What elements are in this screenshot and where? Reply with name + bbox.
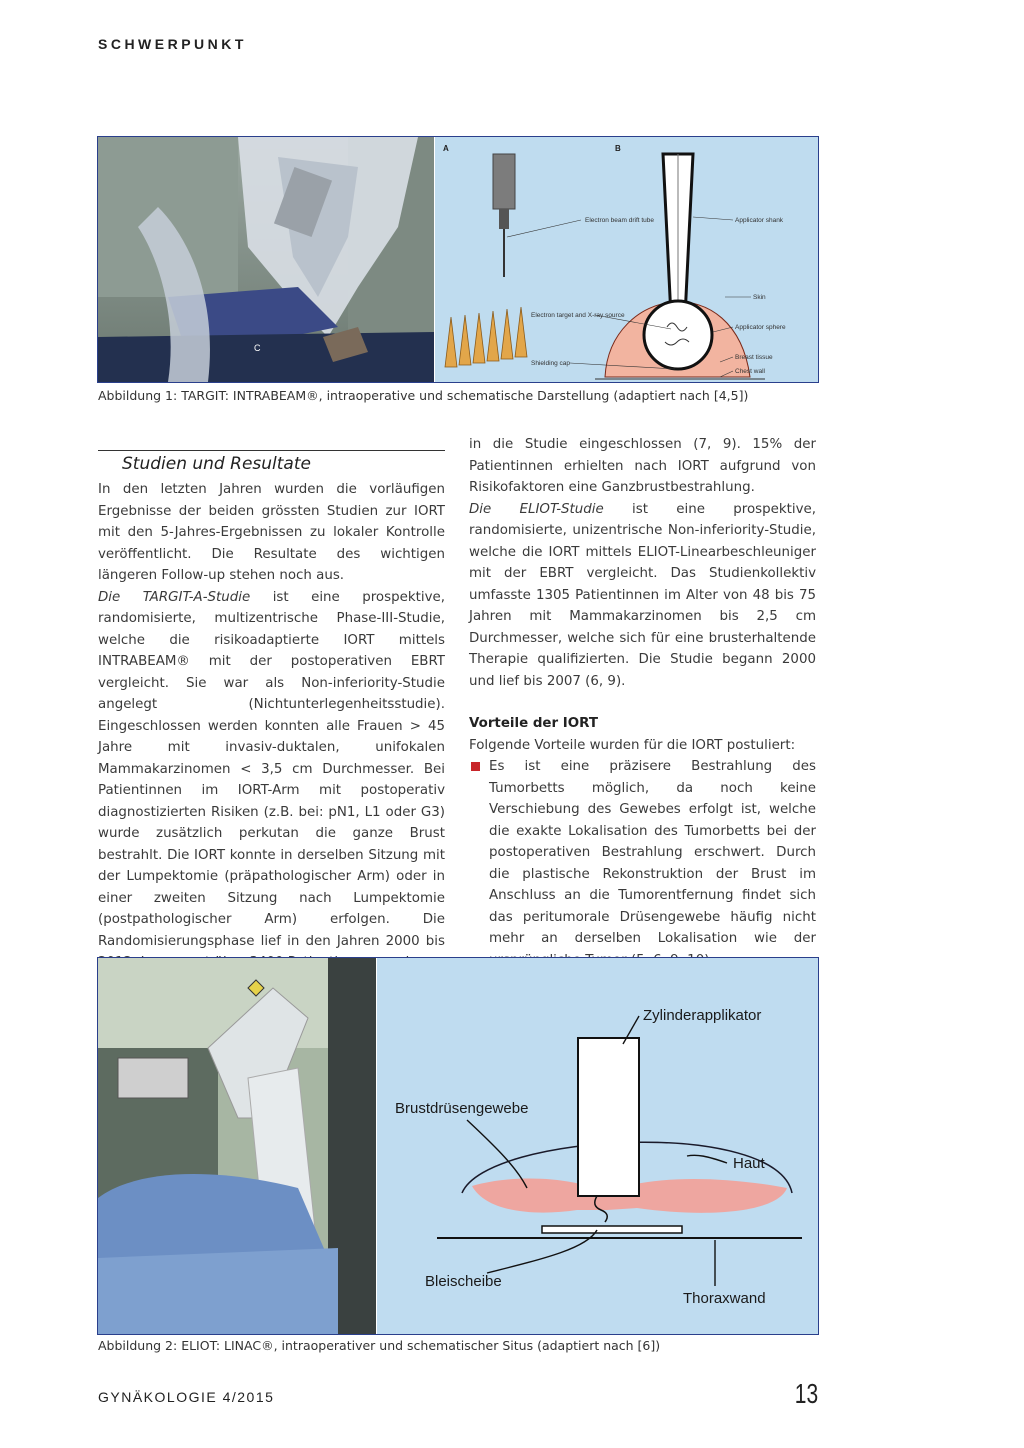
paragraph-text: ist eine prospektive, randomisierte, unizentrische Non-inferiority-Studie, welche die IORT mittels ELIOT-Linearbeschleuniger mit der EBRT vergleicht. Das Studienkollektiv umfasste 1305 Patientinnen im Alter von 48 bis 75 Jahren mit Mammakarzinomen bis 2,5 cm Durchmesser, welche sich für eine brusterhaltende Therapie qualifizierten. Die Studie begann 2000 und lief bis 2007 (6, 9). — [469, 501, 816, 689]
intrabeam-schematic — [435, 137, 818, 382]
breast-tissue-label: Brustdrüsengewebe — [395, 1100, 529, 1117]
bullet-item — [469, 756, 816, 971]
chest-wall-label: Chest wall — [735, 368, 765, 375]
study-name: Die TARGIT-A-Studie — [98, 589, 251, 605]
study-name: Die ELIOT-Studie — [469, 501, 604, 517]
electron-target-label: Electron target and X-ray source — [531, 312, 625, 319]
eliot-schematic-svg — [377, 958, 818, 1334]
applicator-label: Zylinderapplikator — [643, 1007, 762, 1024]
paragraph: In den letzten Jahren wurden die vorläufigen Ergebnisse der beiden grössten Studien zur IORT mit den 5-Jahres-Ergebnissen zu lokaler Kontrolle veröffentlicht. Die Resultate des wichtigen längeren Follow-up stehen noch aus. — [98, 482, 445, 583]
skin-label: Haut — [733, 1155, 765, 1172]
applicator-shank-label: Applicator shank — [735, 217, 784, 224]
linac-photo-illustration — [98, 958, 376, 1334]
chest-wall-label: Thoraxwand — [683, 1290, 766, 1307]
electron-beam-label: Electron beam drift tube — [585, 217, 655, 224]
page-number: 13 — [794, 1378, 818, 1409]
paragraph: in die Studie eingeschlossen (7, 9). 15% der Patientinnen erhielten nach IORT aufgrund von Risikofaktoren eine Ganzbrustbestrahlung. — [469, 437, 816, 495]
subheading: Vorteile der IORT — [469, 716, 598, 731]
eliot-schematic — [377, 958, 818, 1334]
intrabeam-photo-illustration — [98, 137, 434, 382]
bullet-text: Es ist eine präzisere Bestrahlung des Tumorbetts möglich, da noch keine Verschiebung des Gewebes erfolgt ist, welche die exakte Lokalisation des Tumorbetts bei der postoperativen Bestrahlung erschwert. Durch die plastische Rekonstruktion der Brust im Anschluss an die Tumorentfernung findet sich das peritumorale Drüsengewebe häufig nicht mehr an derselben Lokalisation wie der — [489, 759, 816, 946]
heading-rule — [98, 450, 445, 451]
figure-2 — [97, 957, 819, 1335]
photo-label: C — [254, 343, 261, 353]
section-heading: Studien und Resultate — [122, 454, 311, 474]
applicator-sphere-label: Applicator sphere — [735, 324, 786, 331]
lead-disc-label: Bleischeibe — [425, 1273, 502, 1290]
paragraph-text: ist eine prospektive, randomisierte, multizentrische Phase-III-Studie, welche die risikoadaptierte IORT mittels INTRABEAM® mit der postoperativen EBRT vergleicht. Sie war als Non-inferiority-Studie angelegt (Nichtunterlegenheitsstudie). Eingeschlossen werden konnten alle Frauen > 45 Jahre mit invasiv-duktalen, unifokalen Mammakarzinomen < 3,5 cm Durchmesser. Bei Patientinnen im IORT-Arm mit postoperativ diagnostizierten Risiken (z.B. bei: pN1, L1 oder G3) wurde zusätzlich perkutan die ganze Brust bestrahlt. Die IORT konnte in derselben Sitzung mit der Lumpektomie (präpathologischer Arm) oder in einer zweiten Sitzung nach Lumpektomie (postpathologischer Arm) erfolgen. Die Randomisierungsphase lief in den Jahren 2000 bis — [98, 589, 445, 949]
journal-footer: GYNÄKOLOGIE 4/2015 — [98, 1389, 275, 1405]
paragraph — [98, 587, 445, 974]
figure-1 — [97, 136, 819, 383]
paragraph — [469, 499, 816, 693]
panel-a-label: A — [443, 144, 449, 153]
figure-2-caption: Abbildung 2: ELIOT: LINAC®, intraoperativer und schematischer Situs (adaptiert nach [6]) — [98, 1338, 661, 1353]
intraoperative-photo — [98, 958, 376, 1334]
intrabeam-schematic-svg — [435, 137, 818, 382]
section-label: SCHWERPUNKT — [98, 36, 247, 52]
skin-label: Skin — [753, 294, 766, 301]
panel-b-label: B — [615, 144, 621, 153]
bullet-square-icon — [471, 762, 480, 771]
figure-1-caption: Abbildung 1: TARGIT: INTRABEAM®, intraoperative und schematische Darstellung (adaptiert nach [4,5]) — [98, 388, 749, 403]
intraoperative-photo — [98, 137, 434, 382]
shielding-cap-label: Shielding cap — [531, 360, 571, 367]
right-column — [469, 434, 816, 971]
breast-tissue-label: Breast tissue — [735, 354, 773, 361]
paragraph: Folgende Vorteile wurden für die IORT postuliert: — [469, 737, 796, 753]
left-column — [98, 479, 445, 974]
